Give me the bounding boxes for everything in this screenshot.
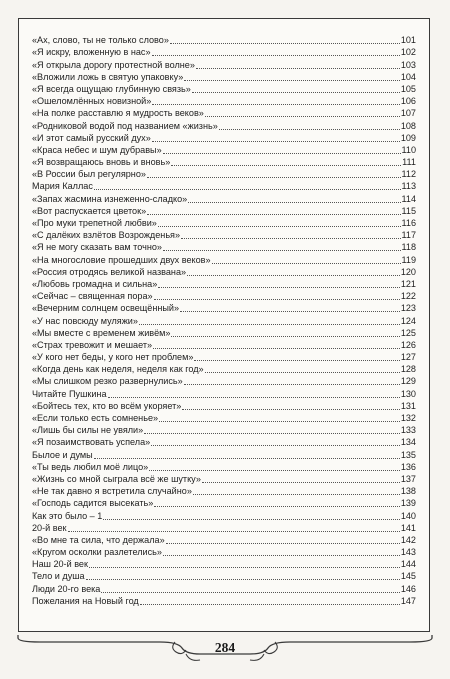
dot-leader [205, 371, 400, 373]
dot-leader [205, 115, 400, 117]
toc-entry [32, 400, 416, 412]
dot-leader [89, 566, 400, 568]
dot-leader [149, 469, 400, 471]
page-number: 284 [214, 640, 236, 655]
dot-leader [86, 578, 400, 580]
toc-entry [32, 83, 416, 95]
toc-entry [32, 95, 416, 107]
toc-entry [32, 71, 416, 83]
toc-entry-page: 131 [400, 400, 416, 411]
toc-entry-title: «Страх тревожит и мешает» [32, 339, 153, 350]
toc-entry-title: «Я не могу сказать вам точно» [32, 242, 162, 253]
toc-entry [32, 436, 416, 448]
dot-leader [187, 274, 400, 276]
toc-entry-title: Читайте Пушкина [32, 388, 107, 399]
dot-leader [171, 164, 401, 166]
toc-entry-title: «Я возвращаюсь вновь и вновь» [32, 157, 171, 168]
dot-leader [103, 518, 399, 520]
toc-entry-page: 120 [400, 266, 416, 277]
toc-entry [32, 266, 416, 278]
toc-entry-page: 142 [400, 534, 416, 545]
toc-entry [32, 522, 416, 534]
toc-entry-title: «Ты ведь любил моё лицо» [32, 461, 149, 472]
toc-entry-page: 117 [401, 230, 416, 241]
dot-leader [192, 91, 400, 93]
toc-entry [32, 241, 416, 253]
dot-leader [151, 444, 400, 446]
dot-leader [170, 42, 400, 44]
toc-entry-page: 112 [401, 169, 416, 180]
toc-entry-page: 138 [400, 486, 416, 497]
toc-entry-page: 139 [400, 498, 416, 509]
toc-entry-page: 108 [400, 120, 416, 131]
toc-entry [32, 132, 416, 144]
dot-leader [154, 505, 399, 507]
table-of-contents [32, 34, 416, 607]
toc-entry-page: 115 [401, 205, 416, 216]
toc-entry-title: «Мы вместе с временем живём» [32, 327, 171, 338]
toc-entry-title: «Не так давно я встретила случайно» [32, 486, 192, 497]
toc-entry [32, 34, 416, 46]
dot-leader [184, 383, 400, 385]
toc-entry-title: «Если только есть сомненье» [32, 413, 159, 423]
toc-entry-title: «На полке расставлю я мудрость веков» [32, 108, 204, 119]
toc-entry-page: 110 [401, 144, 416, 155]
toc-entry [32, 485, 416, 497]
toc-entry-title: «В России был регулярно» [32, 169, 146, 180]
dot-leader [163, 554, 400, 556]
toc-entry [32, 595, 416, 607]
dot-leader [182, 408, 400, 410]
dot-leader [219, 128, 400, 130]
toc-entry-title: «Я всегда ощущаю глубинную связь» [32, 83, 191, 94]
toc-entry-page: 118 [401, 242, 416, 253]
dot-leader [94, 188, 401, 190]
toc-entry-page: 113 [401, 181, 416, 192]
toc-entry-page: 129 [400, 376, 416, 387]
dot-leader [147, 176, 401, 178]
toc-entry-page: 101 [400, 35, 416, 46]
toc-entry [32, 497, 416, 509]
dot-leader [152, 140, 400, 142]
toc-entry-page: 146 [400, 583, 416, 594]
toc-entry [32, 144, 416, 156]
toc-entry-title: Люди 20-го века [32, 583, 101, 594]
dot-leader [154, 298, 400, 300]
toc-entry [32, 339, 416, 351]
toc-entry-title: 20-й век [32, 522, 67, 533]
toc-entry-page: 126 [400, 339, 416, 350]
toc-entry-page: 106 [400, 96, 416, 107]
toc-entry-page: 134 [400, 437, 416, 448]
toc-entry-title: «Вот распускается цветок» [32, 205, 147, 216]
toc-entry [32, 546, 416, 558]
toc-entry [32, 424, 416, 436]
dot-leader [108, 396, 400, 398]
toc-entry-page: 133 [400, 425, 416, 436]
toc-entry-page: 125 [400, 327, 416, 338]
dot-leader [166, 542, 400, 544]
toc-entry-page: 114 [401, 193, 416, 204]
toc-entry-page: 121 [400, 278, 416, 289]
toc-entry-title: «Россия отродясь великой названа» [32, 266, 187, 277]
dot-leader [152, 54, 400, 56]
toc-entry-title: Наш 20-й век [32, 559, 88, 570]
toc-entry-page: 128 [400, 364, 416, 375]
dot-leader [153, 347, 400, 349]
toc-entry [32, 229, 416, 241]
toc-entry-title: «Бойтесь тех, кто во всём укоряет» [32, 400, 182, 411]
toc-entry-title: «У нас повсюду муляжи» [32, 315, 138, 326]
toc-entry [32, 217, 416, 229]
toc-entry-title: «И этот самый русский дух» [32, 132, 151, 143]
toc-entry-title: «У кого нет беды, у кого нет проблем» [32, 352, 194, 363]
dot-leader [159, 420, 400, 422]
dot-leader [180, 310, 400, 312]
toc-entry-page: 144 [400, 559, 416, 570]
toc-entry-title: «Я открыла дорогу протестной волне» [32, 59, 195, 70]
dot-leader [139, 323, 400, 325]
toc-entry-page: 127 [400, 352, 416, 363]
toc-entry-title: «Во мне та сила, что держала» [32, 534, 165, 545]
toc-entry-title: Мария Каллас [32, 181, 93, 192]
toc-entry-page: 119 [401, 254, 416, 265]
dot-leader [144, 432, 400, 434]
toc-entry-page: 116 [401, 218, 416, 228]
toc-entry-page: 143 [400, 547, 416, 558]
toc-entry-title: «Любовь громадна и сильна» [32, 278, 158, 289]
dot-leader [194, 359, 399, 361]
toc-entry [32, 473, 416, 485]
toc-entry [32, 46, 416, 58]
toc-entry-page: 123 [400, 303, 416, 314]
toc-entry-page: 109 [400, 132, 416, 143]
toc-entry-title: Как это было – 1 [32, 510, 103, 521]
toc-entry-title: «Когда день как неделя, неделя как год» [32, 364, 204, 375]
toc-entry [32, 192, 416, 204]
dot-leader [193, 493, 400, 495]
toc-entry-title: Тело и душа [32, 571, 85, 582]
toc-entry [32, 327, 416, 339]
toc-entry-title: Былое и думы [32, 449, 93, 460]
toc-entry [32, 412, 416, 424]
toc-entry-page: 103 [400, 59, 416, 70]
toc-entry [32, 534, 416, 546]
toc-entry [32, 314, 416, 326]
toc-entry [32, 363, 416, 375]
toc-entry-title: «Я позаимствовать успела» [32, 437, 151, 448]
toc-entry-page: 111 [402, 157, 416, 168]
dot-leader [184, 79, 400, 81]
toc-entry [32, 461, 416, 473]
toc-entry-title: «Про муки трепетной любви» [32, 218, 157, 228]
toc-entry [32, 290, 416, 302]
toc-entry-title: «Вложили ложь в святую упаковку» [32, 71, 184, 82]
dot-leader [101, 591, 399, 593]
toc-entry-title: «Сейчас – священная пора» [32, 291, 153, 302]
toc-entry-title: «С далёких взлётов Возрожденья» [32, 230, 181, 241]
toc-entry [32, 205, 416, 217]
toc-entry-title: «Лишь бы силы не увяли» [32, 425, 144, 436]
toc-entry-page: 137 [400, 473, 416, 484]
toc-entry [32, 375, 416, 387]
toc-entry-page: 130 [400, 388, 416, 399]
toc-entry [32, 180, 416, 192]
dot-leader [171, 335, 399, 337]
dot-leader [163, 249, 401, 251]
toc-entry [32, 387, 416, 399]
dot-leader [152, 103, 400, 105]
dot-leader [163, 152, 401, 154]
toc-entry-page: 105 [400, 83, 416, 94]
toc-entry-title: «Ах, слово, ты не только слово» [32, 35, 169, 46]
toc-entry [32, 558, 416, 570]
toc-entry-page: 135 [400, 449, 416, 460]
toc-entry [32, 58, 416, 70]
toc-entry-page: 122 [400, 291, 416, 302]
toc-entry [32, 570, 416, 582]
dot-leader [212, 262, 401, 264]
toc-entry-page: 136 [400, 461, 416, 472]
toc-entry-page: 141 [400, 522, 416, 533]
toc-entry-page: 147 [400, 595, 416, 606]
toc-entry-page: 124 [400, 315, 416, 326]
toc-entry-title: «Жизнь со мной сыграла всё же шутку» [32, 473, 201, 484]
toc-entry-title: «На многословие прошедших двух веков» [32, 254, 211, 265]
toc-entry-page: 102 [400, 47, 416, 58]
toc-entry-title: «Вечерним солнцем освещённый» [32, 303, 180, 314]
dot-leader [147, 213, 400, 215]
toc-entry-page: 132 [400, 413, 416, 423]
toc-entry-title: «Родниковой водой под названием «жизнь» [32, 120, 218, 131]
toc-entry-title: «Запах жасмина изнеженно-сладко» [32, 193, 188, 204]
toc-entry [32, 448, 416, 460]
toc-entry [32, 351, 416, 363]
toc-entry-title: Пожелания на Новый год [32, 595, 139, 606]
toc-entry-page: 140 [400, 510, 416, 521]
toc-entry [32, 119, 416, 131]
toc-entry-title: «Я искру, вложенную в нас» [32, 47, 151, 58]
dot-leader [196, 67, 400, 69]
toc-entry-title: «Краса небес и шум дубравы» [32, 144, 162, 155]
dot-leader [94, 457, 400, 459]
dot-leader [68, 530, 400, 532]
toc-entry-title: «Кругом осколки разлетелись» [32, 547, 162, 558]
toc-entry-page: 107 [400, 108, 416, 119]
toc-entry-page: 145 [400, 571, 416, 582]
toc-entry [32, 302, 416, 314]
toc-entry [32, 253, 416, 265]
dot-leader [158, 225, 401, 227]
dot-leader [140, 603, 400, 605]
toc-entry [32, 582, 416, 594]
toc-entry [32, 509, 416, 521]
toc-entry-title: «Ошеломлённых новизной» [32, 96, 152, 107]
toc-entry-title: «Господь садится высекать» [32, 498, 154, 509]
toc-entry [32, 156, 416, 168]
toc-entry [32, 278, 416, 290]
toc-entry-title: «Мы слишком резко развернулись» [32, 376, 183, 387]
dot-leader [181, 237, 400, 239]
dot-leader [158, 286, 400, 288]
toc-entry [32, 107, 416, 119]
toc-entry [32, 168, 416, 180]
dot-leader [188, 201, 400, 203]
dot-leader [202, 481, 400, 483]
toc-entry-page: 104 [400, 71, 416, 82]
